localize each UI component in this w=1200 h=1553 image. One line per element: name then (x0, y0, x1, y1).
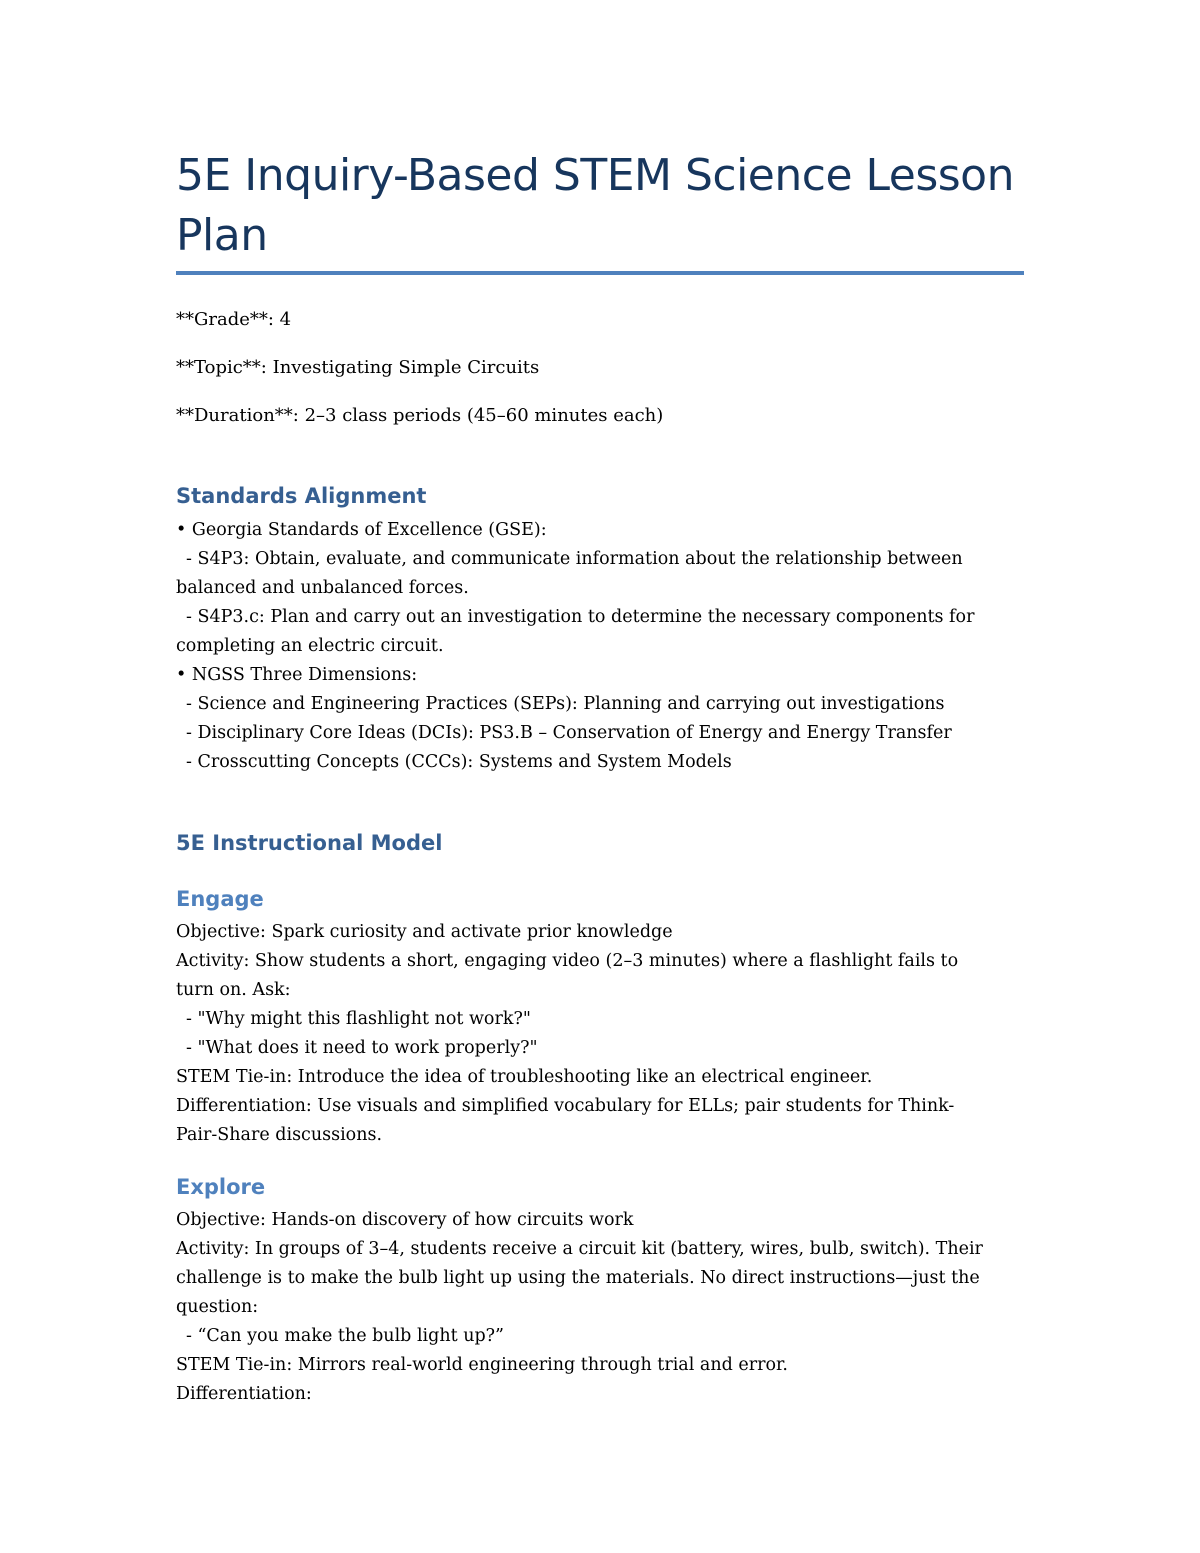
engage-section (176, 918, 1026, 1150)
text-line: Pair-Share discussions. (176, 1125, 383, 1145)
standards-list (176, 516, 1026, 777)
title-underline (176, 271, 1024, 275)
instructional-model-heading: 5E Instructional Model (176, 831, 443, 855)
text-line: - Crosscutting Concepts (CCCs): Systems and System Models (186, 752, 732, 772)
text-line: STEM Tie-in: Introduce the idea of troubleshooting like an electrical engineer. (176, 1067, 873, 1087)
text-line: challenge is to make the bulb light up using the materials. No direct instructions—just the (176, 1268, 980, 1288)
text-line: - "Why might this flashlight not work?" (186, 1009, 531, 1029)
text-line: - S4P3.c: Plan and carry out an investigation to determine the necessary components for (186, 607, 975, 627)
text-line: • Georgia Standards of Excellence (GSE): (176, 520, 547, 540)
text-line: turn on. Ask: (176, 980, 291, 1000)
text-line: completing an electric circuit. (176, 636, 444, 656)
text-line: question: (176, 1297, 259, 1317)
text-line: - "What does it need to work properly?" (186, 1038, 538, 1058)
grade-line: **Grade**: 4 (176, 309, 292, 330)
text-line: • NGSS Three Dimensions: (176, 665, 418, 685)
duration-line: **Duration**: 2–3 class periods (45–60 minutes each) (176, 405, 664, 426)
engage-heading: Engage (176, 887, 264, 911)
text-line: - “Can you make the bulb light up?” (186, 1326, 505, 1346)
text-line: - Science and Engineering Practices (SEPs): Planning and carrying out investigations (186, 694, 945, 714)
text-line: Differentiation: Use visuals and simplified vocabulary for ELLs; pair students for Think- (176, 1096, 955, 1116)
text-line: Objective: Hands-on discovery of how circuits work (176, 1210, 634, 1230)
text-line: Activity: Show students a short, engaging video (2–3 minutes) where a flashlight fails to (176, 951, 959, 971)
explore-heading: Explore (176, 1175, 266, 1199)
text-line: - S4P3: Obtain, evaluate, and communicate information about the relationship between (186, 549, 963, 569)
text-line: balanced and unbalanced forces. (176, 578, 469, 598)
explore-section (176, 1206, 1026, 1409)
standards-heading: Standards Alignment (176, 484, 427, 508)
text-line: - Disciplinary Core Ideas (DCIs): PS3.B – Conservation of Energy and Energy Transfer (186, 723, 952, 743)
text-line: STEM Tie-in: Mirrors real-world engineering through trial and error. (176, 1355, 788, 1375)
text-line: Differentiation: (176, 1384, 312, 1404)
document-title: 5E Inquiry-Based STEM Science Lesson Plan (176, 150, 1014, 261)
topic-line: **Topic**: Investigating Simple Circuits (176, 357, 540, 378)
text-line: Objective: Spark curiosity and activate prior knowledge (176, 922, 673, 942)
text-line: Activity: In groups of 3–4, students receive a circuit kit (battery, wires, bulb, switch). Their (176, 1239, 983, 1259)
